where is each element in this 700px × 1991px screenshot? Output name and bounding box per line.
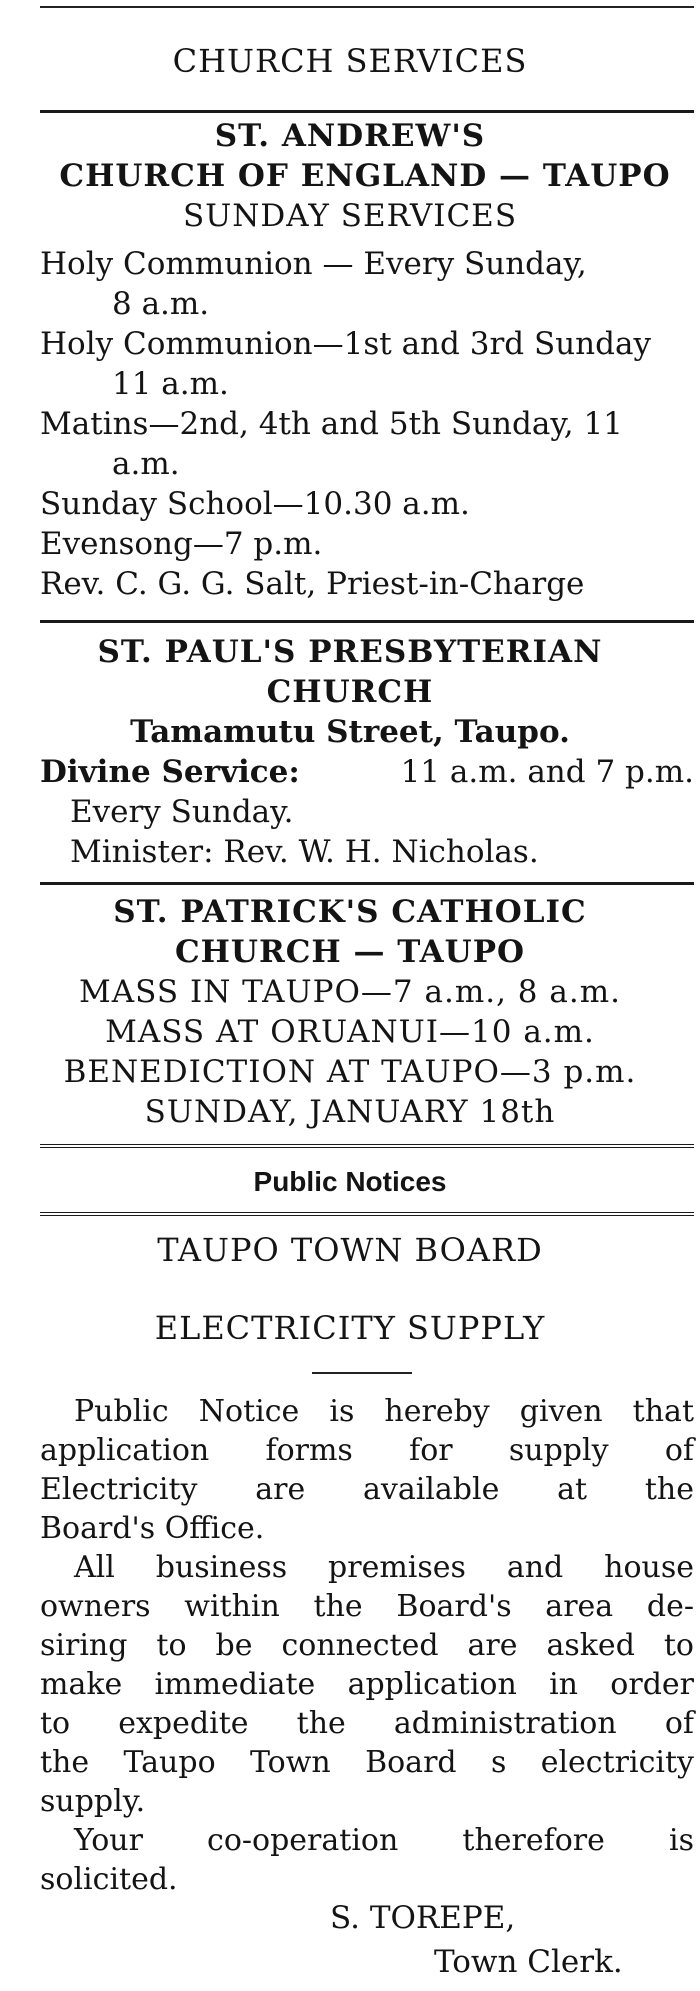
st-pauls-address: Tamamutu Street, Taupo. [130,714,570,750]
st-patricks-block [0,892,700,1132]
notice-paragraph-1-line: application forms for supply of [40,1433,694,1468]
notice-paragraph-2-line: All business premises and house [74,1550,694,1585]
service-line: 11 a.m. [112,366,229,402]
signature-name: S. TOREPE, [330,1900,516,1936]
benediction-line: BENEDICTION AT TAUPO—3 p.m. [63,1054,637,1090]
signature-title: Town Clerk. [434,1944,623,1980]
st-andrews-services [0,244,700,604]
service-frequency: Every Sunday. [70,794,294,830]
service-line: 8 a.m. [112,286,210,322]
minister-line: Minister: Rev. W. H. Nicholas. [70,834,539,870]
service-line: Matins—2nd, 4th and 5th Sunday, 11 [40,406,623,442]
st-andrews-name-2: CHURCH OF ENGLAND — TAUPO [59,158,671,194]
short-divider [312,1372,412,1374]
st-pauls-name-2: CHURCH [266,674,434,710]
section-divider [40,110,694,113]
notice-paragraph-2-line: supply. [40,1784,146,1819]
notice-body [0,1392,700,1899]
mass-line: MASS AT ORUANUI—10 a.m. [105,1014,595,1050]
electricity-supply-heading: ELECTRICITY SUPPLY [154,1309,546,1347]
notice-paragraph-2-line: siring to be connected are asked to [40,1628,694,1663]
service-line: Holy Communion — Every Sunday, [40,246,587,282]
service-line: Sunday School—10.30 a.m. [40,486,470,522]
notice-paragraph-1-line: Public Notice is hereby given that [74,1394,694,1429]
service-line: Evensong—7 p.m. [40,526,323,562]
notice-paragraph-3-line: Your co-operation therefore is [74,1823,694,1858]
service-line: Rev. C. G. G. Salt, Priest-in-Charge [40,566,585,602]
notice-paragraph-1-line: Board's Office. [40,1511,265,1546]
st-andrews-block [0,116,700,236]
st-patricks-name-2: CHURCH — TAUPO [174,934,526,970]
service-line: a.m. [112,446,180,482]
notice-paragraph-2-line: owners within the Board's area de- [40,1589,694,1624]
notice-paragraph-1-line: Electricity are available at the [40,1472,694,1507]
date-line: SUNDAY, JANUARY 18th [144,1094,556,1130]
section-divider [40,882,694,885]
st-patricks-name-1: ST. PATRICK'S CATHOLIC [113,894,587,930]
st-andrews-name-1: ST. ANDREW'S [214,118,486,154]
section-divider [40,1212,694,1222]
church-services-heading: CHURCH SERVICES [172,42,528,80]
sunday-services-subheading: SUNDAY SERVICES [182,198,518,234]
st-pauls-block [0,632,700,752]
section-divider [40,1144,694,1154]
section-divider [40,620,694,623]
service-line: Holy Communion—1st and 3rd Sunday [40,326,651,362]
notice-paragraph-2-line: make immediate application in order [40,1667,694,1702]
notice-paragraph-2-line: the Taupo Town Board s electricity [40,1745,694,1780]
divine-service-line [0,752,700,792]
public-notices-heading: Public Notices [253,1166,447,1197]
top-border [40,6,694,8]
divine-service-label: Divine Service: [40,754,300,790]
mass-line: MASS IN TAUPO—7 a.m., 8 a.m. [79,974,621,1010]
notice-paragraph-2-line: to expedite the administration of [40,1706,694,1741]
town-board-heading: TAUPO TOWN BOARD [157,1231,543,1269]
st-pauls-services [0,752,700,872]
divine-service-times: 11 a.m. and 7 p.m. [400,754,694,790]
st-pauls-name-1: ST. PAUL'S PRESBYTERIAN [97,634,603,670]
notice-paragraph-3-line: solicited. [40,1862,178,1897]
